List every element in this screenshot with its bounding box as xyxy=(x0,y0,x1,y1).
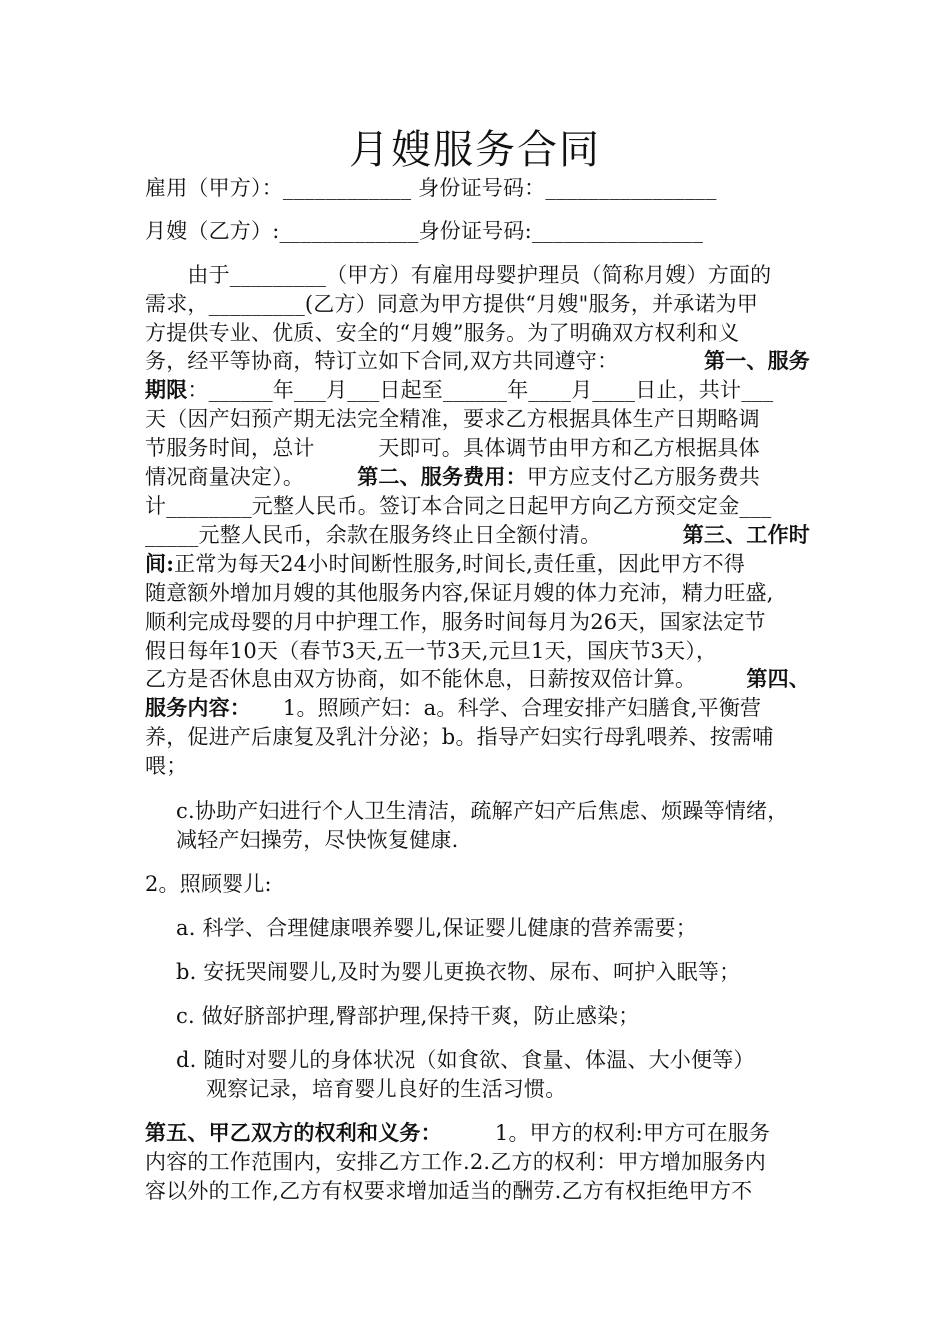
section1-heading-cont: 期限 xyxy=(145,377,188,402)
section2-text: 甲方应支付乙方服务费共 xyxy=(526,465,761,489)
section4-line: 喂； xyxy=(145,754,188,778)
party-b-line: 月嫂（乙方）:_____________身份证号码:________________ xyxy=(145,219,704,243)
section3-heading: 第三、工作时 xyxy=(682,522,810,547)
para1-line xyxy=(145,346,810,376)
section3-text: 正常为每天24小时间断性服务,时间长,责任重，因此甲方不得 xyxy=(174,552,746,576)
baby-care-item-cont: 观察记录，培育婴儿良好的生活习惯。 xyxy=(206,1077,567,1101)
section3-line xyxy=(145,549,810,579)
section5-line: 容以外的工作,乙方有权要求增加适当的酬劳.乙方有权拒绝甲方不 xyxy=(145,1179,753,1203)
section3-line xyxy=(145,664,810,694)
section4-heading-cont: 服务内容： xyxy=(145,695,241,720)
section3-text: 乙方是否休息由双方协商，如不能休息，日薪按双倍计算。 xyxy=(145,667,707,691)
party-a-line: 雇用（甲方）：____________ 身份证号码：________________ xyxy=(145,176,717,200)
baby-care-item: c. 做好脐部护理,臀部护理,保持干爽，防止感染； xyxy=(176,1004,640,1028)
section1-text: 情况商量决定）。 xyxy=(145,465,358,489)
section4-heading: 第四、 xyxy=(746,666,810,691)
section1-line: 节服务时间，总计 天即可。具体调节由甲方和乙方根据具体 xyxy=(145,436,760,460)
baby-care-item: a. 科学、合理健康喂养婴儿,保证婴儿健康的营养需要； xyxy=(176,916,697,940)
section3-line: 假日每年10天（春节3天,五一节3天,元旦1天，国庆节3天）， xyxy=(145,639,718,663)
baby-care-item: d. 随时对婴儿的身体状况（如食欲、食量、体温、大小便等） xyxy=(176,1048,755,1072)
section1-text: ：______年___月___日起至______年____月____日止，共计___ xyxy=(187,378,774,402)
mother-care-item-c-cont: 减轻产妇操劳，尽快恢复健康. xyxy=(176,828,459,852)
section5-text: 1。甲方的权利:甲方可在服务 xyxy=(431,1121,771,1145)
section4-line xyxy=(145,693,810,723)
para1-line: 由于_________（甲方）有雇用母婴护理员（简称月嫂）方面的 xyxy=(145,263,772,287)
baby-care-item: b. 安抚哭闹婴儿,及时为婴儿更换衣物、尿布、呵护入眠等； xyxy=(176,960,741,984)
para1-text: 务，经平等协商，特订立如下合同,双方共同遵守： xyxy=(145,349,672,373)
section3-line: 顺利完成母婴的月中护理工作，服务时间每月为26天，国家法定节 xyxy=(145,610,766,634)
section1-line: 天（因产妇预产期无法完全精准，要求乙方根据具体生产日期略调 xyxy=(145,407,760,431)
section5-line: 内容的工作范围内，安排乙方工作.2.乙方的权利：甲方增加服务内 xyxy=(145,1150,766,1174)
section2-line xyxy=(145,520,810,550)
section2-line: 计________元整人民币。签订本合同之日起甲方向乙方预交定金___ xyxy=(145,494,772,518)
section2-text: _____元整人民币，余款在服务终止日全额付清。 xyxy=(145,523,655,547)
section5-line xyxy=(145,1118,810,1148)
section3-heading-cont: 间: xyxy=(145,551,175,576)
para1-line: 需求，_________(乙方）同意为甲方提供“月嫂"服务，并承诺为甲 xyxy=(145,292,759,316)
section4-text: 1。照顾产妇：a。科学、合理安排产妇膳食,平衡营 xyxy=(240,696,762,720)
section5-heading: 第五、甲乙双方的权利和义务： xyxy=(145,1120,432,1145)
section2-line xyxy=(145,462,810,492)
section4-line: 养，促进产后康复及乳汁分泌；b。指导产妇实行母乳喂养、按需哺 xyxy=(145,725,774,749)
section2-heading: 第二、服务费用： xyxy=(357,464,527,489)
section1-line xyxy=(145,375,810,405)
contract-title: 月嫂服务合同 xyxy=(349,127,601,173)
section1-heading: 第一、服务 xyxy=(704,348,810,373)
para1-line: 方提供专业、优质、安全的“月嫂”服务。为了明确双方权利和义 xyxy=(145,321,740,345)
section3-line: 随意额外增加月嫂的其他服务内容,保证月嫂的体力充沛，精力旺盛, xyxy=(145,581,774,605)
mother-care-item-c: c.协助产妇进行个人卫生清洁，疏解产妇产后焦虑、烦躁等情绪， xyxy=(176,799,789,823)
baby-care-heading: 2。照顾婴儿: xyxy=(145,872,272,896)
